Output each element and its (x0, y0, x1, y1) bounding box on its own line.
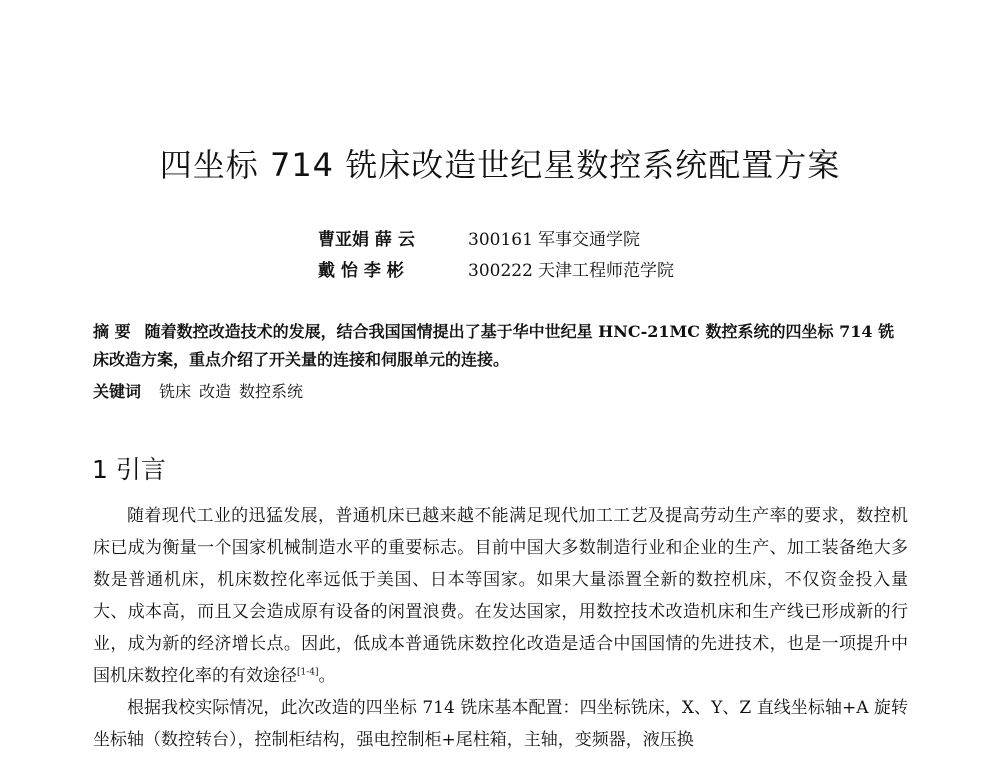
paragraph-end: 。 (318, 666, 336, 686)
postal-code: 300161 (468, 230, 533, 250)
postal-code: 300222 (468, 261, 533, 281)
keyword: 改造 (199, 382, 232, 401)
affiliation: 军事交通学院 (538, 230, 640, 250)
abstract-label: 摘 要 (93, 322, 131, 341)
abstract-text: 随着数控改造技术的发展，结合我国国情提出了基于华中世纪星 HNC-21MC 数控系统的四坐标 714 铣床改造方案，重点介绍了开关量的连接和伺服单元的连接。 (93, 322, 895, 369)
paragraph (93, 500, 908, 692)
author-block (318, 225, 674, 287)
paragraph: 根据我校实际情况，此次改造的四坐标 714 铣床基本配置：四坐标铣床，X、Y、Z 直线坐标轴+A 旋转坐标轴（数控转台），控制柜结构，强电控制柜+尾柱箱，主轴，变频器，液压换 (93, 698, 908, 750)
keywords (93, 378, 311, 406)
author-names: 曹亚娟 薛 云 (318, 230, 415, 250)
paragraph-text: 随着现代工业的迅猛发展，普通机床已越来越不能满足现代加工工艺及提高劳动生产率的要求，数控机床已成为衡量一个国家机械制造水平的重要标志。目前中国大多数制造行业和企业的生产、加工装备绝大多数是普通机床，机床数控化率远低于美国、日本等国家。如果大量添置全新的数控机床，不仅资金投入量大、成本高，而且又会造成原有设备的闲置浪费。在发达国家，用数控技术改造机床和生产线已形成新的行业，成为新的经济增长点。因此，低成本普通铣床数控化改造是适合中国国情的先进技术，也是一项提升中国机床数控化率的有效途径 (93, 506, 908, 686)
paper-title: 四坐标 714 铣床改造世纪星数控系统配置方案 (159, 146, 841, 184)
keywords-label: 关键词 (93, 382, 142, 401)
author-names: 戴 怡 李 彬 (318, 261, 404, 281)
affiliation: 天津工程师范学院 (538, 261, 674, 281)
keyword: 数控系统 (239, 382, 304, 401)
author-row (318, 225, 674, 256)
keyword: 铣床 (159, 382, 192, 401)
section-body (93, 500, 908, 756)
author-row (318, 256, 674, 287)
section-heading: 1 引言 (92, 455, 166, 484)
citation: [1-4] (297, 667, 319, 678)
abstract (93, 318, 908, 374)
